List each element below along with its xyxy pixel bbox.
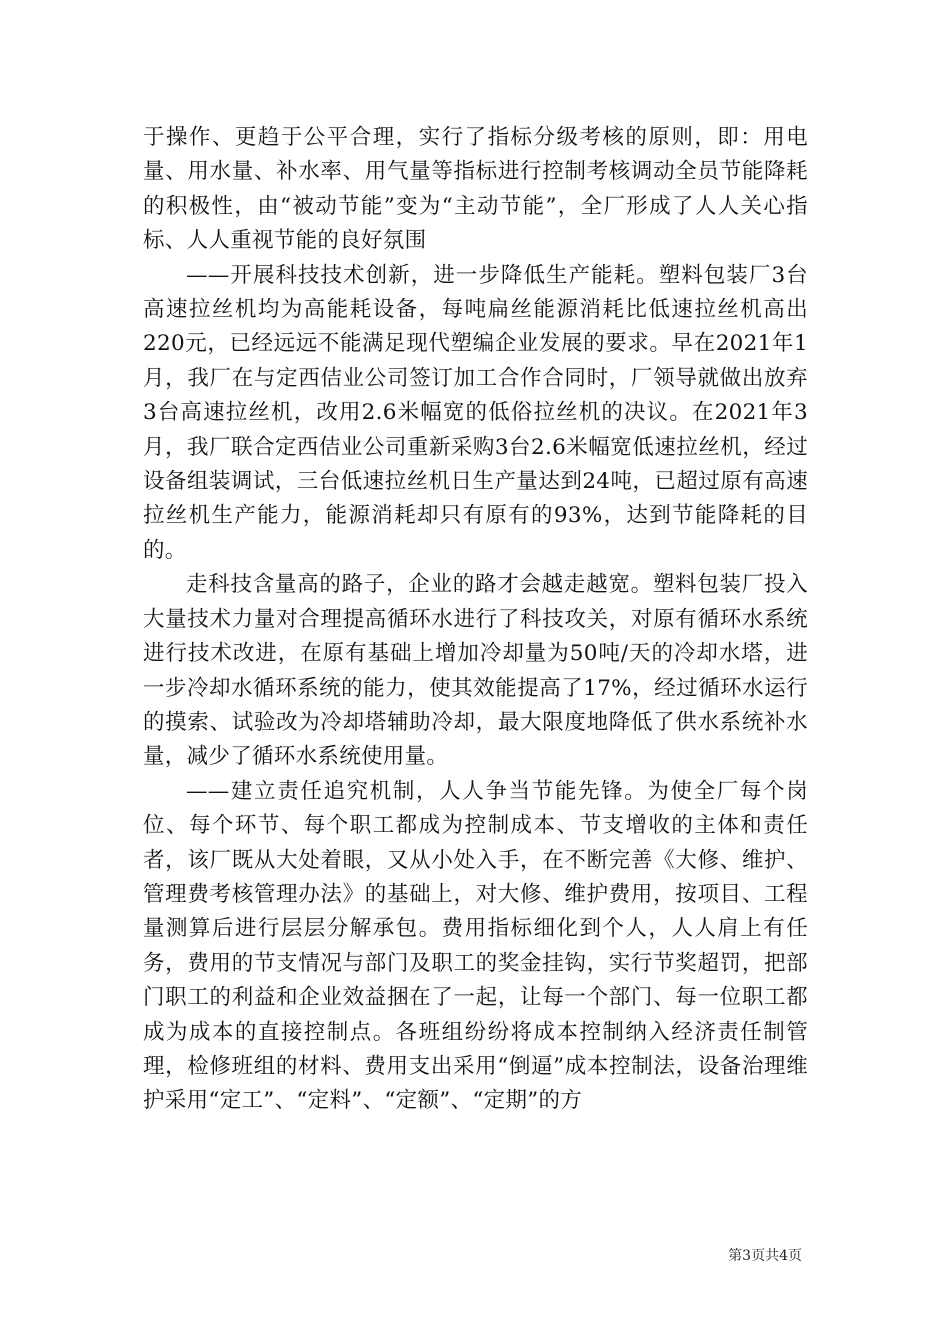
paragraph-continuation: 于操作、更趋于公平合理，实行了指标分级考核的原则，即：用电量、用水量、补水率、用气量等指标进行控制考核调动全员节能降耗的积极性，由“被动节能”变为“主动节能”，全厂形成了人人关心指标、人人重视节能的良好氛围 (143, 125, 808, 254)
paragraph-circulating-water: 走科技含量高的路子，企业的路才会越走越宽。塑料包装厂投入大量技术力量对合理提高循环水进行了科技攻关，对原有循环水系统进行技术改进，在原有基础上增加冷却量为50吨/天的冷却水塔，进一步冷却水循环系统的能力，使其效能提高了17%，经过循环水运行的摸索、试验改为冷却塔辅助冷却，最大限度地降低了供水系统补水量，减少了循环水系统使用量。 (143, 572, 808, 770)
paragraph-tech-innovation: ——开展科技技术创新，进一步降低生产能耗。塑料包装厂3台高速拉丝机均为高能耗设备，每吨扁丝能源消耗比低速拉丝机高出220元，已经远远不能满足现代塑编企业发展的要求。早在2021年1月，我厂在与定西佶业公司签订加工合作合同时，厂领导就做出放弃3台高速拉丝机，改用2.6米幅宽的低俗拉丝机的决议。在2021年3月，我厂联合定西佶业公司重新采购3台2.6米幅宽低速拉丝机，经过设备组装调试，三台低速拉丝机日生产量达到24吨，已超过原有高速拉丝机生产能力，能源消耗却只有原有的93%，达到节能降耗的目的。 (143, 262, 808, 563)
page-number: 第3页共4页 (728, 1248, 802, 1264)
paragraph-responsibility: ——建立责任追究机制，人人争当节能先锋。为使全厂每个岗位、每个环节、每个职工都成为控制成本、节支增收的主体和责任者，该厂既从大处着眼，又从小处入手，在不断完善《大修、维护、管理费考核管理办法》的基础上，对大修、维护费用，按项目、工程量测算后进行层层分解承包。费用指标细化到个人，人人肩上有任务，费用的节支情况与部门及职工的奖金挂钩，实行节奖超罚，把部门职工的利益和企业效益捆在了一起，让每一个部门、每一位职工都成为成本的直接控制点。各班组纷纷将成本控制纳入经济责任制管理，检修班组的材料、费用支出采用“倒逼”成本控制法，设备治理维护采用“定工”、“定料”、“定额”、“定期”的方 (143, 778, 808, 1114)
document-body (143, 121, 808, 1119)
